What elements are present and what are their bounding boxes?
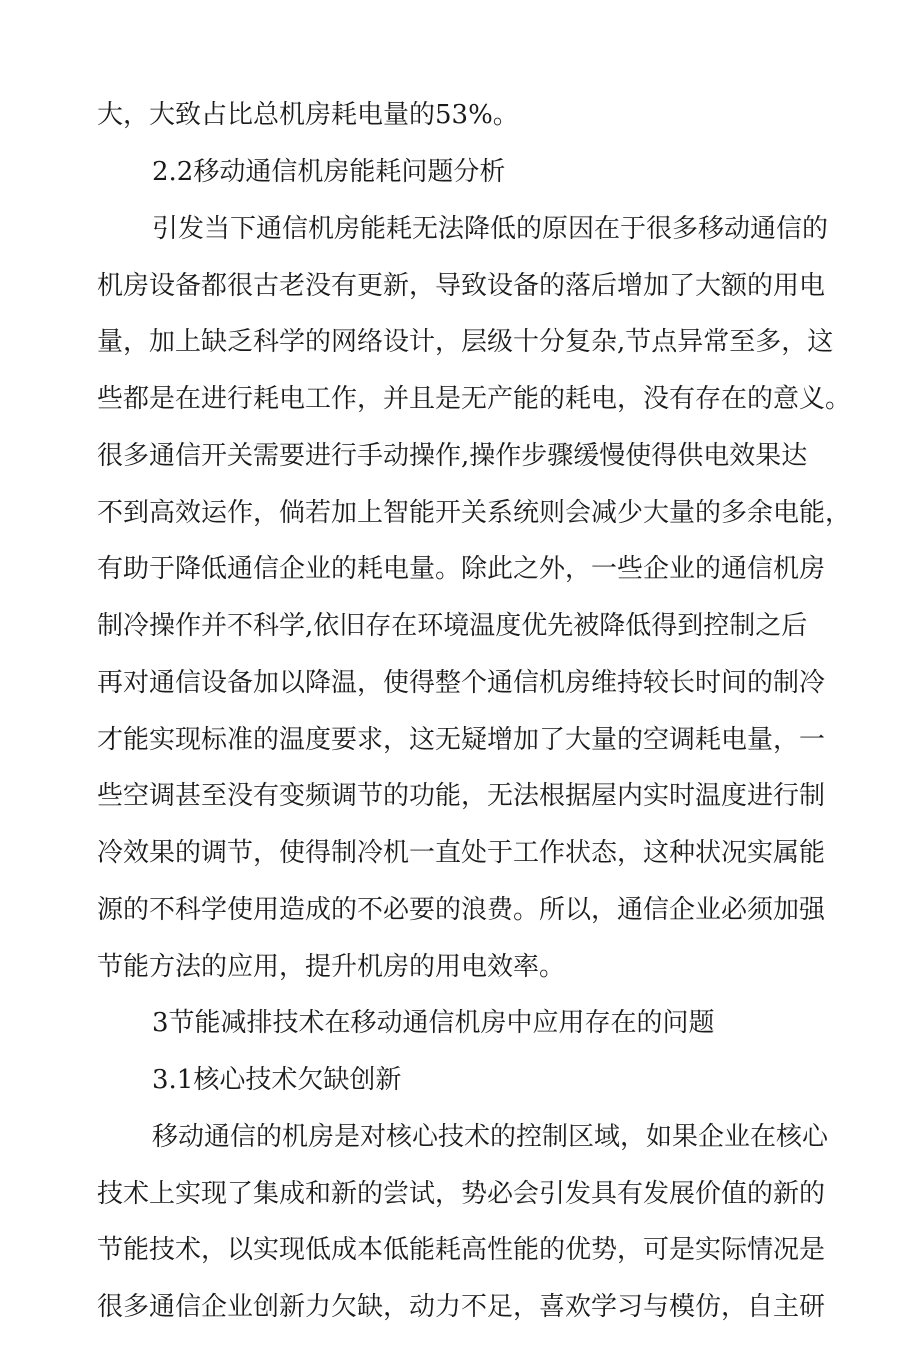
text-line [0,1117,920,1157]
text-line [0,95,920,135]
text-line [0,322,920,362]
text-line [0,776,920,816]
text-line [0,663,920,703]
text-line [0,1287,920,1327]
text-line [0,436,920,476]
text-line [0,833,920,873]
line-text: 冷效果的调节，使得制冷机一直处于工作状态，这种状况实属能 [97,838,826,868]
text-line [0,947,920,987]
line-text: 不到高效运作，倘若加上智能开关系统则会减少大量的多余电能， [97,498,852,528]
text-line [0,606,920,646]
line-text: 技术上实现了集成和新的尝试，势必会引发具有发展价值的新的 [97,1179,826,1209]
line-text: 节能技术，以实现低成本低能耗高性能的优势，可是实际情况是 [97,1235,826,1265]
heading-text: 2.2移动通信机房能耗问题分析 [152,157,506,187]
line-text: 移动通信的机房是对核心技术的控制区域，如果企业在核心 [152,1122,829,1152]
line-text: 很多通信开关需要进行手动操作,操作步骤缓慢使得供电效果达 [97,441,808,471]
line-text: 有助于降低通信企业的耗电量。除此之外，一些企业的通信机房 [97,554,826,584]
line-text: 节能方法的应用，提升机房的用电效率。 [97,952,566,982]
text-line [0,493,920,533]
line-text: 才能实现标准的温度要求，这无疑增加了大量的空调耗电量，一 [97,725,826,755]
section-heading [0,1003,920,1043]
line-text: 制冷操作并不科学,依旧存在环境温度优先被降低得到控制之后 [97,611,808,641]
line-text: 再对通信设备加以降温，使得整个通信机房维持较长时间的制冷 [97,668,826,698]
text-line [0,720,920,760]
text-line [0,266,920,306]
line-text: 大，大致占比总机房耗电量的53%。 [97,100,519,130]
text-line [0,549,920,589]
line-text: 引发当下通信机房能耗无法降低的原因在于很多移动通信的 [152,214,829,244]
text-line [0,1174,920,1214]
section-heading [0,1060,920,1100]
line-text: 源的不科学使用造成的不必要的浪费。所以，通信企业必须加强 [97,895,826,925]
text-line [0,209,920,249]
line-text: 很多通信企业创新力欠缺，动力不足，喜欢学习与模仿，自主研 [97,1292,826,1322]
heading-text: 3.1核心技术欠缺创新 [152,1065,402,1095]
line-text: 量，加上缺乏科学的网络设计，层级十分复杂,节点异常至多，这 [97,327,834,357]
heading-text: 3节能减排技术在移动通信机房中应用存在的问题 [152,1008,715,1038]
line-text: 机房设备都很古老没有更新，导致设备的落后增加了大额的用电 [97,271,826,301]
line-text: 些都是在进行耗电工作，并且是无产能的耗电，没有存在的意义。 [97,384,852,414]
line-text: 些空调甚至没有变频调节的功能，无法根据屋内实时温度进行制 [97,781,826,811]
text-line [0,890,920,930]
text-line [0,379,920,419]
text-line [0,1230,920,1270]
section-heading [0,152,920,192]
